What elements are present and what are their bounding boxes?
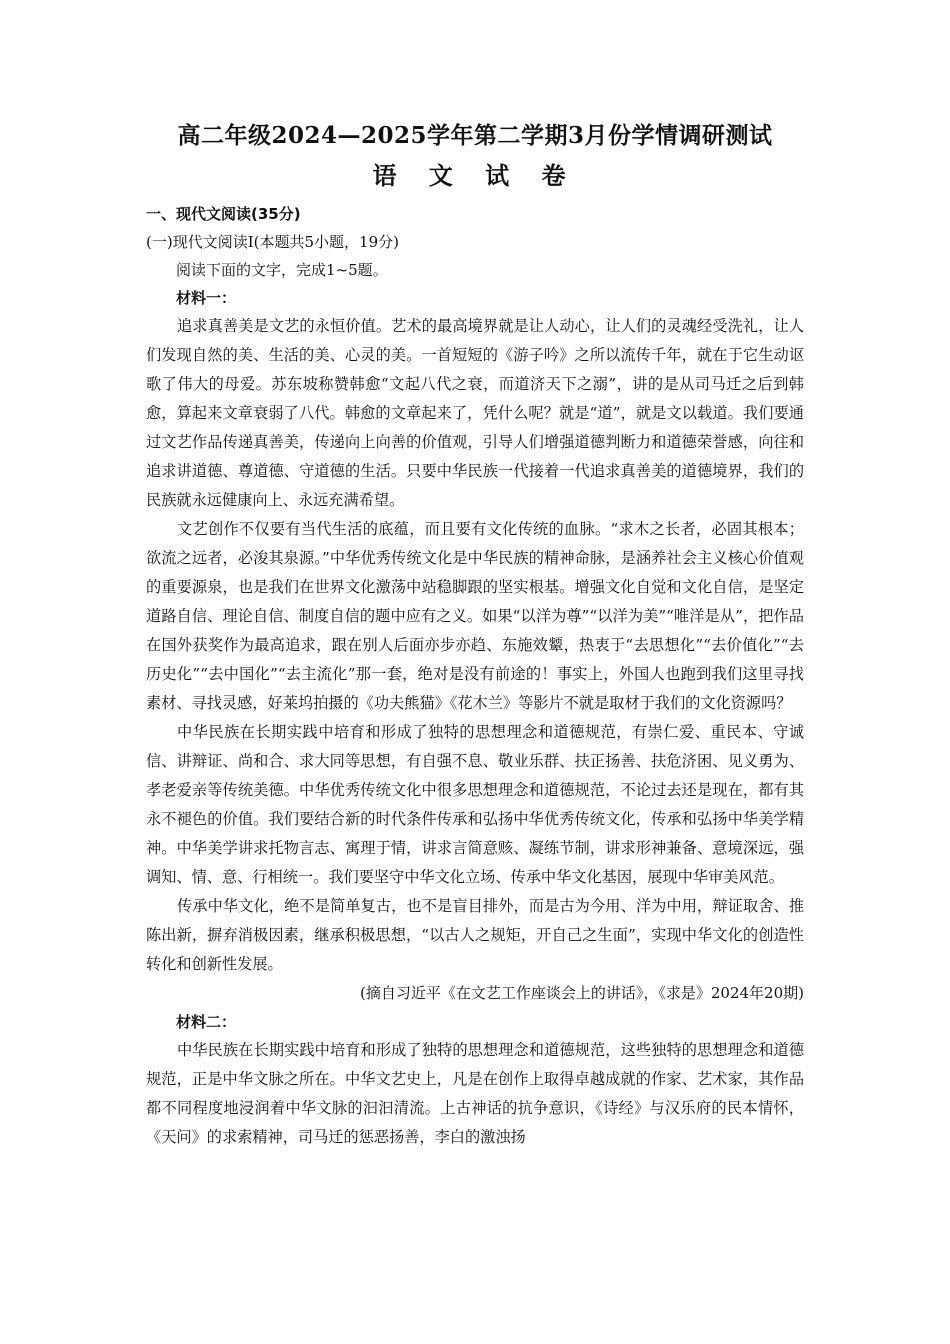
material1-paragraph: 文艺创作不仅要有当代生活的底蕴，而且要有文化传统的血脉。“求木之长者，必固其根本；欲流之远者，必浚其泉源。”中华优秀传统文化是中华民族的精神命脉，是涵养社会主义核心价值观的重要源泉，也是我们在世界文化激荡中站稳脚跟的坚实根基。增强文化自觉和文化自信，是坚定道路自信、理论自信、制度自信的题中应有之义。如果“以洋为尊”“以洋为美”“唯洋是从”，把作品在国外获奖作为最高追求，跟在别人后面亦步亦趋、东施效颦，热衷于“去思想化”“去价值化”“去历史化”“去中国化”“去主流化”那一套，绝对是没有前途的！事实上，外国人也跑到我们这里寻找素材、寻找灵感，好莱坞拍摄的《功夫熊猫》《花木兰》等影片不就是取材于我们的文化资源吗？ — [146, 520, 804, 712]
exam-subtitle: 语 文 试 卷 — [372, 161, 578, 190]
part-heading: (一)现代文阅读Ⅰ(本题共5小题，19分) — [146, 233, 399, 251]
material1-paragraph: 传承中华文化，绝不是简单复古，也不是盲目排外，而是古为今用、洋为中用，辩证取舍、推陈出新，摒弃消极因素，继承积极思想，“以古人之规矩，开自己之生面”，实现中华文化的创造性转化和创新性发展。 — [146, 897, 804, 973]
material2-paragraph: 中华民族在长期实践中培育和形成了独特的思想理念和道德规范，这些独特的思想理念和道德规范，正是中华文脉之所在。中华文艺史上，凡是在创作上取得卓越成就的作家、艺术家，其作品都不同程度地浸润着中华文脉的汩汩清流。上古神话的抗争意识，《诗经》与汉乐府的民本情怀，《天问》的求索精神，司马迁的惩恶扬善，李白的激浊扬 — [146, 1041, 804, 1146]
exam-title: 高二年级2024—2025学年第二学期3月份学情调研测试 — [177, 122, 773, 149]
material1-source: (摘自习近平《在文艺工作座谈会上的讲话》，《求是》2024年20期) — [360, 984, 804, 1002]
section-heading: 一、现代文阅读(35分) — [146, 205, 301, 223]
material1-paragraph: 中华民族在长期实践中培育和形成了独特的思想理念和道德规范，有崇仁爱、重民本、守诚信、讲辩证、尚和合、求大同等思想，有自强不息、敬业乐群、扶正扬善、扶危济困、见义勇为、孝老爱亲等传统美德。中华优秀传统文化中很多思想理念和道德规范，不论过去还是现在，都有其永不褪色的价值。我们要结合新的时代条件传承和弘扬中华优秀传统文化，传承和弘扬中华美学精神。中华美学讲求托物言志、寓理于情，讲求言简意赅、凝练节制，讲求形神兼备、意境深远，强调知、情、意、行相统一。我们要坚守中华文化立场、传承中华文化基因，展现中华审美风范。 — [146, 723, 804, 886]
instruction: 阅读下面的文字，完成1~5题。 — [176, 261, 388, 279]
material1-paragraph: 追求真善美是文艺的永恒价值。艺术的最高境界就是让人动心，让人们的灵魂经受洗礼，让人们发现自然的美、生活的美、心灵的美。一首短短的《游子吟》之所以流传千年，就在于它生动讴歌了伟大的母爱。苏东坡称赞韩愈“文起八代之衰，而道济天下之溺”，讲的是从司马迁之后到韩愈，算起来文章衰弱了八代。韩愈的文章起来了，凭什么呢？就是“道”，就是文以载道。我们要通过文艺作品传递真善美，传递向上向善的价值观，引导人们增强道德判断力和道德荣誉感，向往和追求讲道德、尊道德、守道德的生活。只要中华民族一代接着一代追求真善美的道德境界，我们的民族就永远健康向上、永远充满希望。 — [146, 317, 804, 509]
material1-label: 材料一： — [176, 289, 237, 307]
material2-label: 材料二： — [176, 1013, 237, 1031]
